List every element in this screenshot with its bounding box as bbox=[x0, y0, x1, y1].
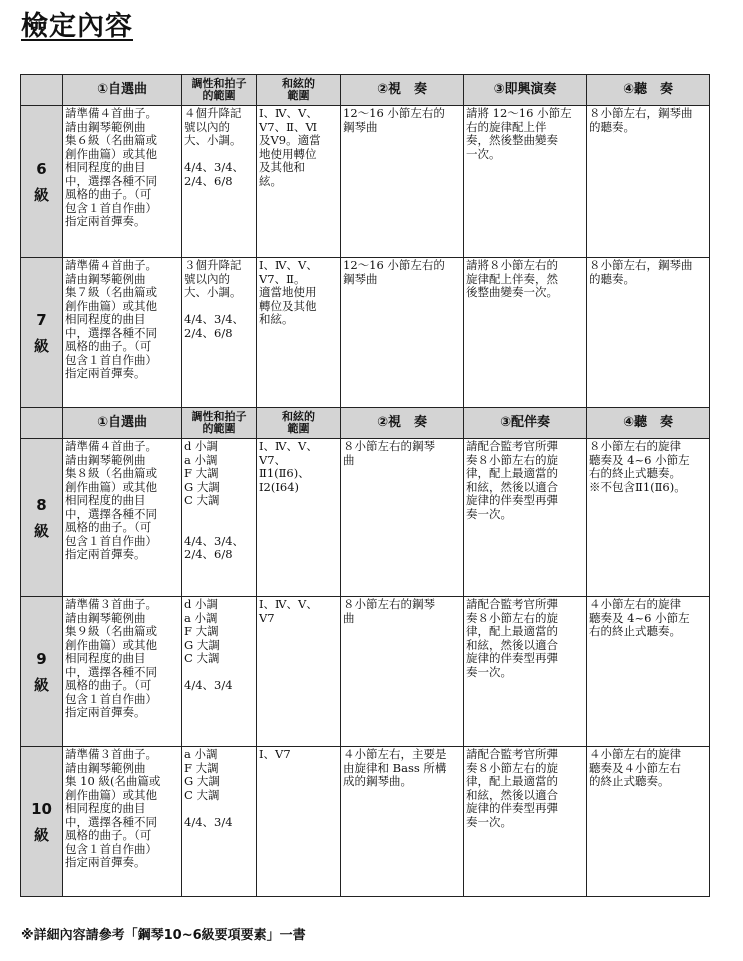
cell-c4: ４小節左右，主要是 由旋律和 Bass 所構 成的鋼琴曲。 bbox=[341, 747, 464, 897]
cell-c4: 12～16 小節左右的 鋼琴曲 bbox=[341, 106, 464, 258]
cell-c2: d 小調 a 小調 F 大調 G 大調 C 大調 4/4、3/4 bbox=[182, 597, 257, 747]
level-unit: 級 bbox=[33, 675, 49, 694]
level-unit: 級 bbox=[33, 825, 49, 844]
header-col1: ①自選曲 bbox=[63, 75, 182, 106]
level-number: 8 bbox=[36, 495, 47, 514]
cell-c5: 請將 12～16 小節左 右的旋律配上伴 奏，然後整曲變奏 一次。 bbox=[464, 106, 587, 258]
table-row bbox=[21, 439, 710, 597]
cell-c1: 請準備４首曲子。 請由鋼琴範例曲 集７級（名曲篇或 創作曲篇）或其他 相同程度的曲目 中，選擇各種不同 風格的曲子。（可 包含１首自作曲） 指定兩首彈奏。 bbox=[63, 258, 182, 408]
header-col6: ④聽 奏 bbox=[587, 75, 710, 106]
level-cell bbox=[21, 106, 63, 258]
header-col4: ②視 奏 bbox=[341, 408, 464, 439]
cell-c5: 請將８小節左右的 旋律配上伴奏，然 後整曲變奏一次。 bbox=[464, 258, 587, 408]
level-number: 10 bbox=[31, 799, 52, 818]
cell-c2: a 小調 F 大調 G 大調 C 大調 4/4、3/4 bbox=[182, 747, 257, 897]
cell-c2: ４個升降記 號以內的 大、小調。 4/4、3/4、 2/4、6/8 bbox=[182, 106, 257, 258]
cell-c5: 請配合監考官所彈 奏８小節左右的旋 律，配上最適當的 和絃，然後以適合 旋律的伴奏型再彈 奏一次。 bbox=[464, 439, 587, 597]
table-header-row bbox=[21, 75, 710, 106]
level-unit: 級 bbox=[33, 336, 49, 355]
level-cell bbox=[21, 439, 63, 597]
cell-c1: 請準備４首曲子。 請由鋼琴範例曲 集８級（名曲篇或 創作曲篇）或其他 相同程度的曲目 中，選擇各種不同 風格的曲子。（可 包含１首自作曲） 指定兩首彈奏。 bbox=[63, 439, 182, 597]
cell-c6: ８小節左右，鋼琴曲 的聽奏。 bbox=[587, 106, 710, 258]
level-number: 6 bbox=[36, 159, 47, 178]
cell-c3: Ⅰ、Ⅳ、Ⅴ、Ⅴ7、 Ⅱ1(Ⅱ6)、 Ⅰ2(Ⅰ64) bbox=[257, 439, 341, 597]
cell-c3: Ⅰ、Ⅳ、Ⅴ、 Ⅴ7 bbox=[257, 597, 341, 747]
cell-c3: Ⅰ、Ⅳ、Ⅴ、 Ⅴ7、Ⅱ、Ⅵ 及Ⅴ9。適當 地使用轉位 及其他和 絃。 bbox=[257, 106, 341, 258]
level-cell bbox=[21, 597, 63, 747]
header-col2: 調性和拍子 的範圍 bbox=[182, 408, 257, 439]
table-row bbox=[21, 106, 710, 258]
level-number: 7 bbox=[36, 310, 47, 329]
level-unit: 級 bbox=[33, 185, 49, 204]
table-row bbox=[21, 597, 710, 747]
cell-c1: 請準備４首曲子。 請由鋼琴範例曲 集６級（名曲篇或 創作曲篇）或其他 相同程度的曲目 中，選擇各種不同 風格的曲子。（可 包含１首自作曲） 指定兩首彈奏。 bbox=[63, 106, 182, 258]
header-col5: ③配伴奏 bbox=[464, 408, 587, 439]
table-header-row bbox=[21, 408, 710, 439]
cell-c1: 請準備３首曲子。 請由鋼琴範例曲 集 10 級(名曲篇或 創作曲篇）或其他 相同程度的曲目 中，選擇各種不同 風格的曲子。（可 包含１首自作曲） 指定兩首彈奏。 bbox=[63, 747, 182, 897]
header-col2: 調性和拍子 的範圍 bbox=[182, 75, 257, 106]
cell-c6: ４小節左右的旋律 聽奏及４小節左右 的終止式聽奏。 bbox=[587, 747, 710, 897]
header-col5: ③即興演奏 bbox=[464, 75, 587, 106]
cell-c5: 請配合監考官所彈 奏８小節左右的旋 律，配上最適當的 和絃，然後以適合 旋律的伴奏型再彈 奏一次。 bbox=[464, 597, 587, 747]
header-col1: ①自選曲 bbox=[63, 408, 182, 439]
cell-c2: ３個升降記 號以內的 大、小調。 4/4、3/4、 2/4、6/8 bbox=[182, 258, 257, 408]
header-corner-cell bbox=[21, 75, 63, 106]
exam-content-table bbox=[20, 74, 710, 897]
level-cell bbox=[21, 258, 63, 408]
cell-c3: Ⅰ、Ⅴ7 bbox=[257, 747, 341, 897]
cell-c6: ４小節左右的旋律 聽奏及 4~6 小節左 右的終止式聽奏。 bbox=[587, 597, 710, 747]
cell-c4: 12～16 小節左右的 鋼琴曲 bbox=[341, 258, 464, 408]
table-row bbox=[21, 258, 710, 408]
level-cell bbox=[21, 747, 63, 897]
header-col4: ②視 奏 bbox=[341, 75, 464, 106]
cell-c1: 請準備３首曲子。 請由鋼琴範例曲 集９級（名曲篇或 創作曲篇）或其他 相同程度的曲目 中，選擇各種不同 風格的曲子。（可 包含１首自作曲） 指定兩首彈奏。 bbox=[63, 597, 182, 747]
header-corner-cell bbox=[21, 408, 63, 439]
cell-c3: Ⅰ、Ⅳ、Ⅴ、 Ⅴ7、Ⅱ。 適當地使用 轉位及其他 和絃。 bbox=[257, 258, 341, 408]
cell-c4: ８小節左右的鋼琴 曲 bbox=[341, 439, 464, 597]
cell-c6: ８小節左右，鋼琴曲 的聽奏。 bbox=[587, 258, 710, 408]
cell-c4: ８小節左右的鋼琴 曲 bbox=[341, 597, 464, 747]
header-col6: ④聽 奏 bbox=[587, 408, 710, 439]
footnote: ※詳細內容請參考「鋼琴10~6級要項要素」一書 bbox=[21, 928, 306, 943]
cell-c2: d 小調 a 小調 F 大調 G 大調 C 大調 4/4、3/4、 2/4、6/8 bbox=[182, 439, 257, 597]
header-col3: 和絃的 範圍 bbox=[257, 408, 341, 439]
cell-c5: 請配合監考官所彈 奏８小節左右的旋 律，配上最適當的 和絃，然後以適合 旋律的伴奏型再彈 奏一次。 bbox=[464, 747, 587, 897]
level-unit: 級 bbox=[33, 521, 49, 540]
page-title: 檢定內容 bbox=[21, 11, 133, 42]
header-col3: 和絃的 範圍 bbox=[257, 75, 341, 106]
cell-c6: ８小節左右的旋律 聽奏及 4~6 小節左 右的終止式聽奏。 ※不包含Ⅱ1(Ⅱ6)。 bbox=[587, 439, 710, 597]
level-number: 9 bbox=[36, 649, 47, 668]
table-row bbox=[21, 747, 710, 897]
